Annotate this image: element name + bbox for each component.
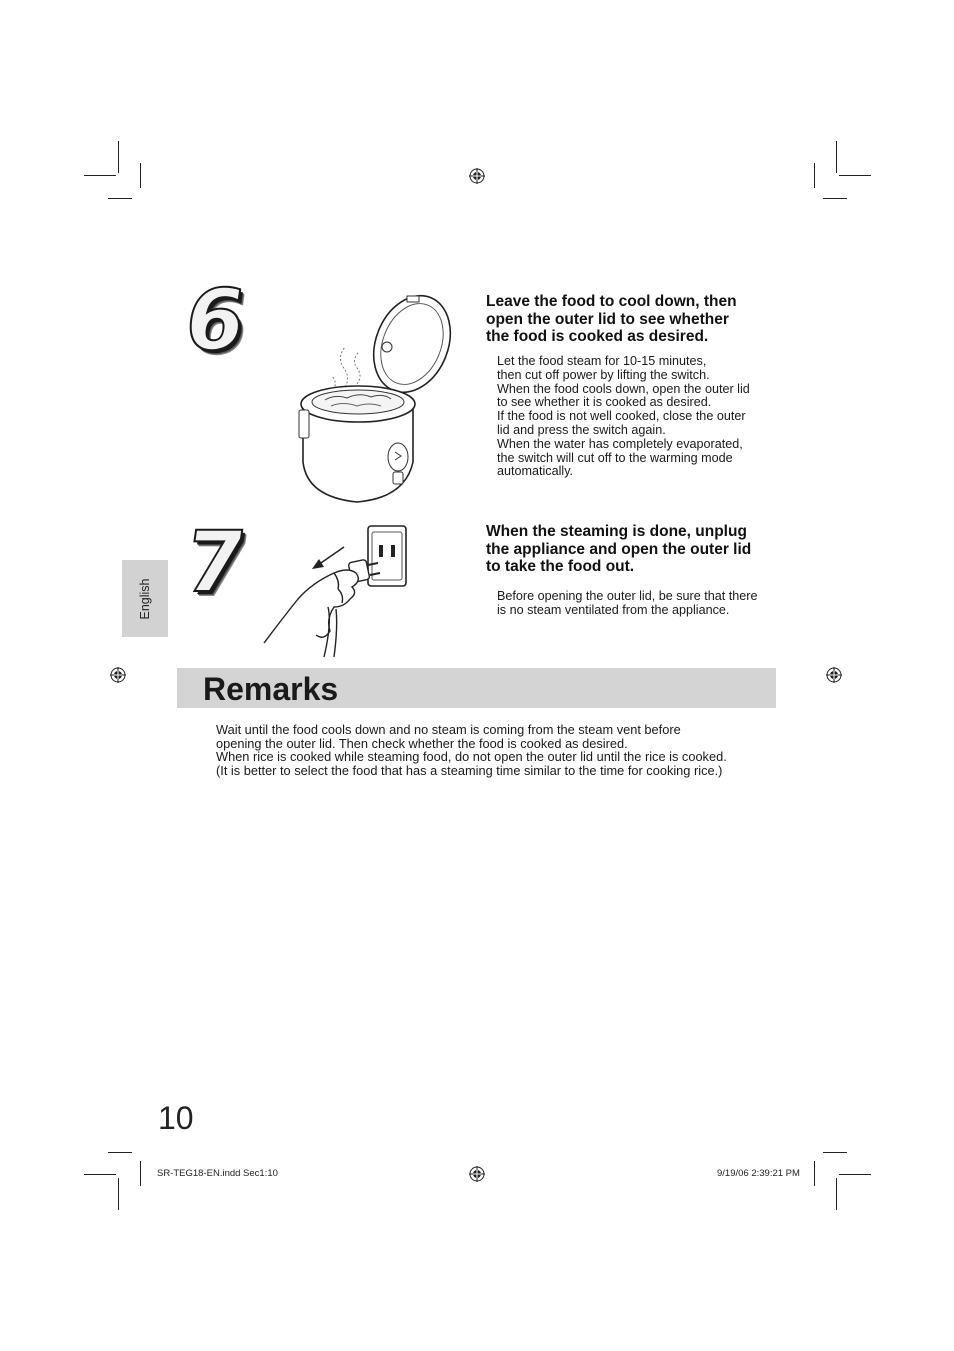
step-7-body: Before opening the outer lid, be sure that there is no steam ventilated from the appliance.: [497, 589, 758, 617]
wall-outlet-icon: [368, 526, 406, 586]
hand-holding-plug-icon: [264, 559, 380, 657]
pull-direction-arrow-icon: [312, 547, 344, 569]
cooker-body-icon: [299, 386, 415, 502]
page-number: 10: [158, 1100, 194, 1136]
registration-mark-icon: [110, 667, 126, 683]
registration-mark-icon: [469, 168, 485, 184]
remarks-header-bar: [177, 668, 776, 708]
step-7-heading: When the steaming is done, unplug the appliance and open the outer lid to take the food out.: [486, 523, 752, 575]
language-tab: [122, 560, 168, 637]
steam-icon: [332, 347, 360, 390]
registration-mark-icon: [826, 667, 842, 683]
remarks-title: Remarks: [203, 671, 339, 707]
remarks-body: Wait until the food cools down and no steam is coming from the steam vent before opening the outer lid. Then check whether the food is cooked as desired. When rice is cooked while steaming food, do not open the outer lid until the rice is cooked. (It is better to select the food that has a steaming time similar to the time for cooking rice.): [216, 722, 727, 778]
step-6-heading: Leave the food to cool down, then open the outer lid to see whether the food is cooked as desired.: [486, 293, 737, 345]
language-tab-label: English: [138, 578, 152, 620]
step-6-body: Let the food steam for 10-15 minutes, then cut off power by lifting the switch. When the food cools down, open the outer lid to see whether it is cooked as desired. If the food is not well cooked, close the outer lid and press the switch again. When the water has completely evaporated, the switch will cut off to the warming mode automatically.: [497, 354, 750, 479]
unplug-illustration: [258, 523, 410, 658]
print-timestamp: 9/19/06 2:39:21 PM: [717, 1168, 800, 1179]
rice-cooker-open-lid-illustration: [295, 292, 460, 504]
step-number: 6: [179, 271, 252, 369]
registration-mark-icon: [469, 1166, 485, 1182]
step-number: 7: [179, 513, 252, 611]
file-slug: SR-TEG18-EN.indd Sec1:10: [157, 1168, 278, 1179]
